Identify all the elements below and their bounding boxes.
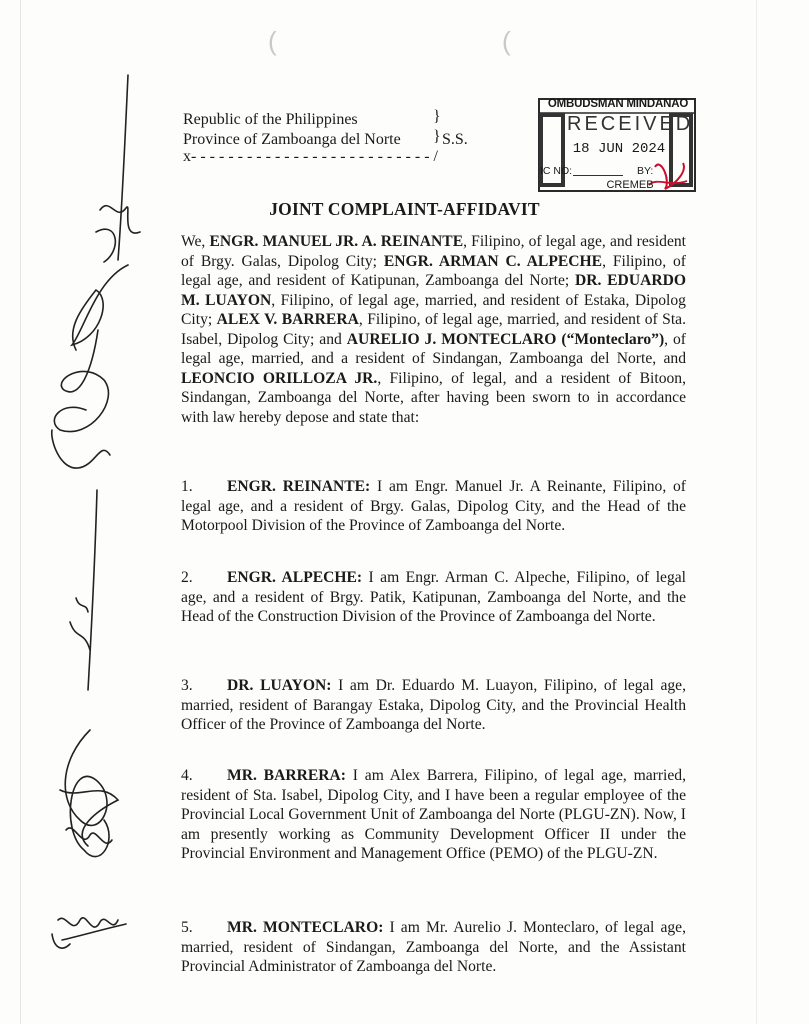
- intro-text: , Filipino, of legal age, and resident of Katipunan, Zamboanga del Norte;: [181, 252, 686, 289]
- paragraph-body: I am Mr. Aurelio J. Monteclaro, of legal age, married, resident of Sindangan, Zamboanga del Norte, and the Assistant Provincial Administrator of Zamboanga del Norte.: [181, 919, 686, 975]
- paragraph-heading: ENGR. REINANTE:: [227, 478, 371, 495]
- complainant-name: DR. EDUARDO M. LUAYON: [181, 272, 686, 309]
- stamp-date: 18 JUN 2024: [572, 141, 666, 157]
- paragraph-number: 4.: [181, 767, 193, 784]
- paragraph-number: 3.: [181, 677, 193, 694]
- paragraph-5: [181, 918, 686, 977]
- intro-text: , of legal age, married, and a resident of Sindangan, Zamboanga del Norte, and: [181, 330, 686, 367]
- paragraph-4: [181, 766, 686, 864]
- paragraph-heading: MR. BARRERA:: [227, 767, 346, 784]
- header-brace-bottom: }: [433, 128, 441, 145]
- stamp-ic-no: IC NO:: [540, 165, 573, 177]
- stamp-received: RECEIVED: [567, 113, 694, 135]
- complainant-name: ALEX V. BARRERA: [216, 311, 359, 328]
- intro-text: , Filipino, of legal age, married, and resident of Estaka, Dipolog City;: [181, 291, 686, 328]
- page-right-edge: [756, 0, 757, 1024]
- complainant-name: ENGR. ARMAN C. ALPECHE: [383, 252, 603, 270]
- intro-text: , Filipino, of legal age, and resident of Brgy. Galas, Dipolog City;: [181, 233, 687, 270]
- intro-text: We,: [181, 233, 210, 250]
- document-title: JOINT COMPLAINT-AFFIDAVIT: [269, 199, 540, 219]
- complainant-name: LEONCIO ORILLOZA JR.: [181, 369, 378, 387]
- paragraph-3: [181, 676, 686, 735]
- complainant-name: ENGR. MANUEL JR. A. REINANTE: [209, 233, 464, 250]
- header-brace-top: }: [433, 108, 441, 125]
- stamp-office: OMBUDSMAN MINDANAO: [547, 98, 689, 110]
- paragraph-heading: ENGR. ALPECHE:: [227, 569, 363, 586]
- stamp-receiver: CREMEB: [606, 179, 654, 191]
- paragraph-body: I am Engr. Manuel Jr. A Reinante, Filipino, of legal age, and a resident of Brgy. Galas, Dipolog City, and the Head of the Motorpool Division of the Province of Zamboanga del Norte.: [181, 478, 686, 534]
- paragraph-heading: MR. MONTECLARO:: [227, 919, 384, 936]
- paragraph-number: 1.: [181, 478, 193, 495]
- paragraph-2: [181, 568, 686, 627]
- punch-hole-mark: (: [502, 26, 511, 56]
- header-ss: S.S.: [442, 131, 468, 148]
- paragraph-heading: DR. LUAYON:: [227, 677, 332, 694]
- received-stamp: [537, 97, 698, 195]
- intro-text: , Filipino, of legal, and a resident of Bitoon, Sindangan, Zamboanga del Norte, after having been sworn to in accordance with law hereby depose and state that:: [181, 369, 686, 426]
- paragraph-body: I am Dr. Eduardo M. Luayon, Filipino, of legal age, married, resident of Barangay Estaka, Dipolog City, and the Provincial Health Officer of the Province of Zamboanga del Norte.: [181, 677, 687, 733]
- paragraph-number: 5.: [181, 919, 193, 936]
- stamp-by: BY:: [637, 165, 654, 177]
- paragraph-body: I am Alex Barrera, Filipino, of legal age, married, resident of Sta. Isabel, Dipolog City, and I have been a regular employee of the Provincial Local Government Unit of Zamboanga del Norte (PLGU-ZN). Now, I am presently working as Community Development Officer II under the Provincial Environment and Management Office (PEMO) of the PLGU-ZN.: [181, 767, 687, 862]
- punch-hole-mark: (: [268, 26, 277, 56]
- complainant-name: AURELIO J. MONTECLARO (“Monteclaro”): [346, 330, 665, 348]
- stamp-ic-line: [573, 175, 623, 176]
- paragraph-body: I am Engr. Arman C. Alpeche, Filipino, of legal age, and a resident of Brgy. Patik, Katipunan, Zamboanga del Norte, and the Head of the Construction Division of the Province of Zamboanga del Norte.: [181, 569, 686, 625]
- header-republic: Republic of the Philippines: [183, 111, 358, 128]
- intro-paragraph: [181, 232, 686, 427]
- intro-text: , Filipino, of legal age, married, and resident of Sta. Isabel, Dipolog City; and: [181, 311, 687, 348]
- header-province: Province of Zamboanga del Norte: [183, 131, 401, 148]
- margin-signatures: [0, 0, 180, 1024]
- paragraph-number: 2.: [181, 569, 193, 586]
- header-x-line: x- - - - - - - - - - - - - - - - - - - - - - - - - - /: [183, 148, 438, 165]
- paragraph-1: [181, 477, 686, 536]
